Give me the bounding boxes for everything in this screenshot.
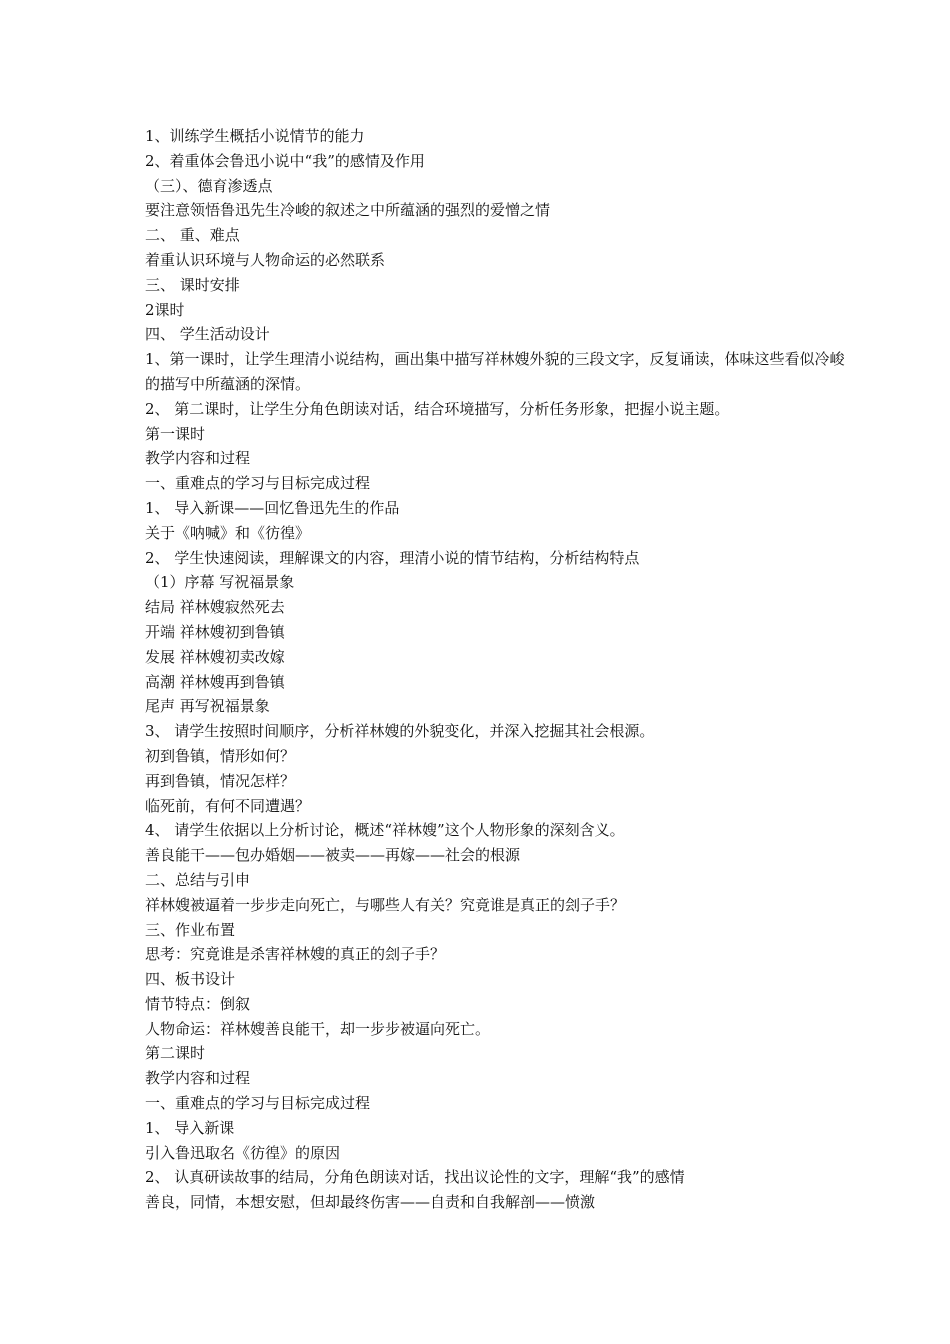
text-line-38: 教学内容和过程 — [145, 1069, 251, 1088]
text-line-16: 关于《呐喊》和《彷徨》 — [145, 523, 311, 542]
text-line-17: 2、 学生快速阅读，理解课文的内容，理清小说的情节结构，分析结构特点 — [145, 548, 640, 567]
text-line-29: 善良能干——包办婚姻——被卖——再嫁——社会的根源 — [145, 846, 521, 865]
text-line-21: 发展 祥林嫂初卖改嫁 — [145, 647, 285, 666]
lesson-heading-second: 第二课时 — [145, 1044, 206, 1063]
text-line-25: 初到鲁镇，情形如何？ — [145, 746, 296, 765]
text-line-31: 祥林嫂被逼着一步步走向死亡，与哪些人有关？究竟谁是真正的刽子手？ — [145, 895, 626, 914]
text-line-40: 1、 导入新课 — [145, 1118, 235, 1137]
text-line-2: 2、着重体会鲁迅小说中“我”的感情及作用 — [145, 151, 425, 170]
text-line-32: 三、作业布置 — [145, 920, 236, 939]
text-line-4: 要注意领悟鲁迅先生冷峻的叙述之中所蕴涵的强烈的爱憎之情 — [145, 201, 551, 220]
text-line-42: 2、 认真研读故事的结局，分角色朗读对话，找出议论性的文字，理解“我”的感情 — [145, 1168, 685, 1187]
text-line-8: 2课时 — [145, 300, 185, 319]
text-line-41: 引入鲁迅取名《彷徨》的原因 — [145, 1143, 341, 1162]
text-line-35: 情节特点：倒叙 — [145, 994, 251, 1013]
text-line-43: 善良，同情，本想安慰，但却最终伤害——自责和自我解剖——愤激 — [145, 1193, 596, 1212]
text-line-28: 4、 请学生依据以上分析讨论，概述“祥林嫂”这个人物形象的深刻含义。 — [145, 821, 625, 840]
text-line-39: 一、重难点的学习与目标完成过程 — [145, 1094, 371, 1113]
text-line-14: 一、重难点的学习与目标完成过程 — [145, 474, 371, 493]
text-line-26: 再到鲁镇，情况怎样？ — [145, 771, 296, 790]
text-line-13: 教学内容和过程 — [145, 449, 251, 468]
section-heading-activities: 四、 学生活动设计 — [145, 325, 270, 344]
text-line-24: 3、 请学生按照时间顺序，分析祥林嫂的外貌变化，并深入挖掘其社会根源。 — [145, 722, 655, 741]
text-line-15: 1、 导入新课——回忆鲁迅先生的作品 — [145, 498, 400, 517]
text-line-34: 四、板书设计 — [145, 970, 236, 989]
text-line-36: 人物命运：祥林嫂善良能干，却一步步被逼向死亡。 — [145, 1019, 491, 1038]
section-heading-key-points: 二、 重、难点 — [145, 226, 240, 245]
text-line-20: 开端 祥林嫂初到鲁镇 — [145, 622, 285, 641]
text-line-19: 结局 祥林嫂寂然死去 — [145, 598, 285, 617]
text-line-23: 尾声 再写祝福景象 — [145, 697, 270, 716]
document-page — [145, 124, 845, 1215]
text-line-6: 着重认识环境与人物命运的必然联系 — [145, 250, 386, 269]
text-line-27: 临死前，有何不同遭遇？ — [145, 796, 311, 815]
text-line-1: 1、训练学生概括小说情节的能力 — [145, 127, 365, 145]
lesson-heading-first: 第一课时 — [145, 424, 206, 443]
paragraph-first-lesson-activity: 1、第一课时，让学生理清小说结构，画出集中描写祥林嫂外貌的三段文字，反复诵读，体味这些看似冷峻的描写中所蕴涵的深情。 — [145, 350, 845, 393]
text-line-22: 高潮 祥林嫂再到鲁镇 — [145, 672, 285, 691]
section-heading-moral: （三）、德育渗透点 — [145, 176, 273, 195]
text-line-33: 思考：究竟谁是杀害祥林嫂的真正的刽子手？ — [145, 945, 446, 964]
text-line-18: （1）序幕 写祝福景象 — [145, 573, 295, 592]
text-line-11: 2、 第二课时，让学生分角色朗读对话，结合环境描写，分析任务形象，把握小说主题。 — [145, 399, 730, 418]
text-line-30: 二、总结与引申 — [145, 870, 251, 889]
section-heading-schedule: 三、 课时安排 — [145, 275, 240, 294]
